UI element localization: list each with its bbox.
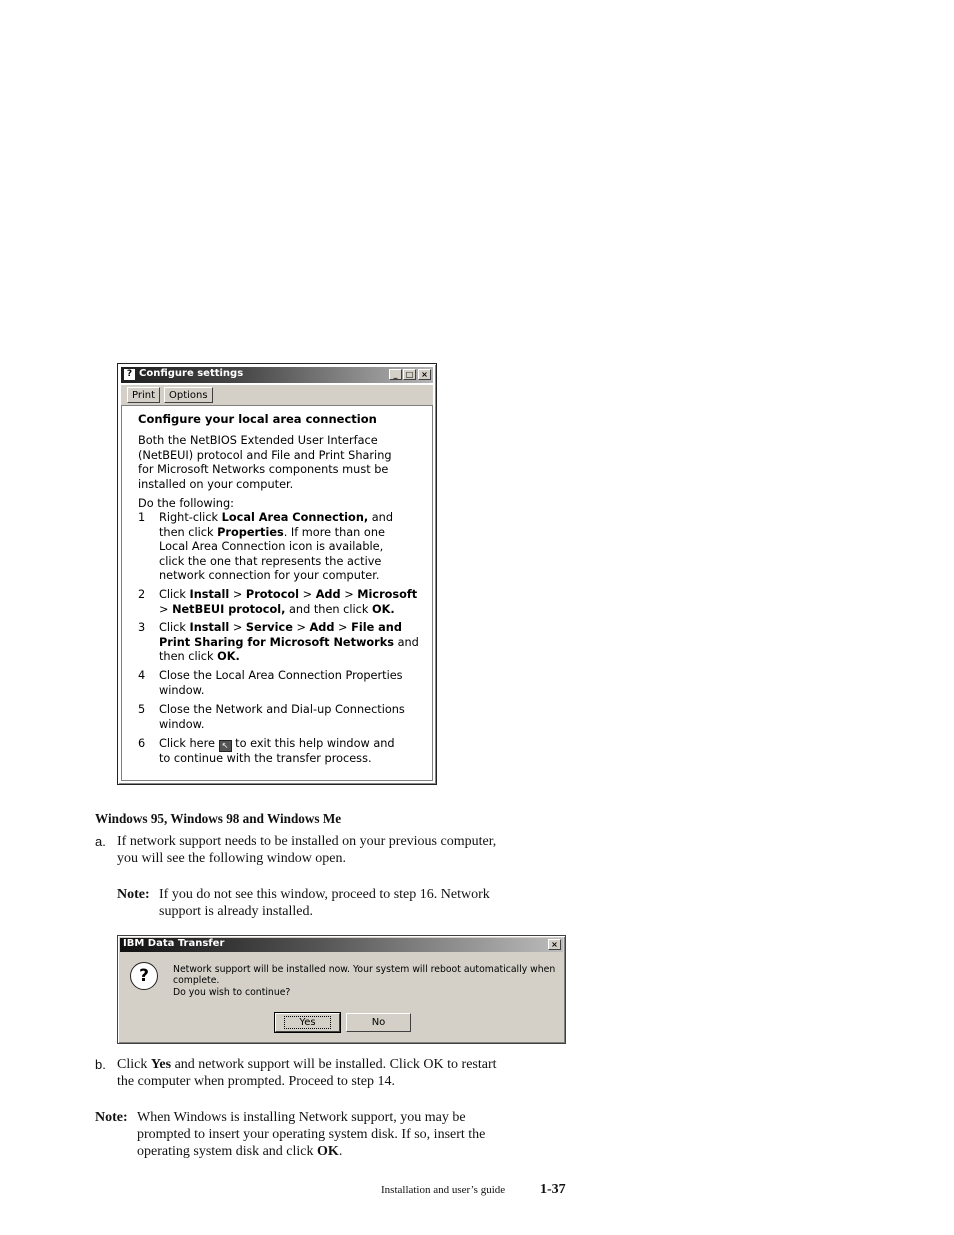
step-a-label: a. [95, 834, 106, 849]
text-line: If network support needs to be installed on your previous computer, [117, 834, 497, 849]
note-2-text [137, 1109, 485, 1160]
yes-button[interactable] [275, 1013, 340, 1032]
step-a-text [117, 833, 496, 867]
dialog-question: Do you wish to continue? [173, 987, 291, 998]
text-line: prompted to insert your operating system disk. If so, insert the [137, 1127, 486, 1142]
step-item [138, 737, 428, 767]
exit-help-icon[interactable]: ↖ [219, 740, 232, 752]
step-item [138, 703, 428, 732]
no-button[interactable]: No [346, 1013, 411, 1032]
intro-line: for Microsoft Networks components must be [138, 463, 389, 476]
close-button[interactable]: × [418, 369, 431, 380]
step-number: 2 [138, 588, 146, 601]
step-number: 5 [138, 703, 146, 716]
dialog-title: IBM Data Transfer [123, 938, 225, 949]
step-b-label: b. [95, 1057, 106, 1072]
intro-line: Both the NetBIOS Extended User Interface [138, 434, 378, 447]
step-item [138, 621, 428, 665]
section-title: Windows 95, Windows 98 and Windows Me [95, 811, 342, 826]
text-line: the computer when prompted. Proceed to step 14. [117, 1074, 395, 1089]
question-icon: ? [130, 962, 158, 990]
step-text: Click Install > Service > Add > File and Print Sharing for Microsoft Networks and then click OK. [159, 621, 419, 663]
window-title: Configure settings [139, 368, 244, 379]
step-b-text [117, 1056, 497, 1090]
step-item [138, 511, 428, 584]
configure-settings-window [117, 363, 437, 785]
dialog-message: Network support will be installed now. Your system will reboot automatically when complete. [173, 964, 556, 986]
step-text: Close the Local Area Connection Properties window. [159, 669, 403, 697]
intro-line: (NetBEUI) protocol and File and Print Sharing [138, 448, 392, 462]
close-button[interactable]: × [548, 939, 561, 950]
footer-text: Installation and user’s guide [381, 1184, 506, 1196]
text-line: you will see the following window open. [117, 851, 347, 866]
do-following-label: Do the following: [138, 497, 234, 510]
step-text: Close the Network and Dial-up Connections window. [159, 703, 405, 731]
intro-line: installed on your computer. [138, 477, 294, 491]
note-2-label: Note: [95, 1110, 128, 1125]
step-number: 3 [138, 621, 146, 634]
options-button[interactable]: Options [164, 387, 213, 403]
step-text: Click here ↖ to exit this help window and to continue with the transfer process. [159, 737, 395, 765]
title-bar[interactable] [121, 367, 433, 383]
step-item [138, 588, 428, 617]
step-text: Click Install > Protocol > Add > Microsoft > NetBEUI protocol, and then click OK. [159, 588, 418, 616]
note-1-label: Note: [117, 887, 150, 902]
step-item [138, 669, 428, 698]
step-number: 1 [138, 511, 146, 524]
minimize-button[interactable]: _ [389, 369, 402, 380]
text-line: operating system disk and click OK. [137, 1144, 343, 1159]
yes-label: Yes [284, 1016, 330, 1029]
maximize-button[interactable]: □ [403, 369, 416, 380]
text-line: support is already installed. [159, 904, 313, 919]
page-number: 1-37 [540, 1182, 566, 1197]
note-1-text [159, 886, 490, 920]
text-line: Click Yes and network support will be installed. Click OK to restart [117, 1057, 497, 1072]
dialog-title-bar[interactable] [120, 938, 563, 952]
toolbar [121, 385, 433, 406]
help-icon: ? [124, 369, 135, 380]
print-button[interactable]: Print [127, 387, 160, 403]
text-line: If you do not see this window, proceed to step 16. Network [159, 887, 490, 902]
step-text: Right-click Local Area Connection, and then click Properties. If more than one Local Area Connection icon is available, click the one that represents the active network connection for your computer. [159, 511, 394, 582]
help-content [121, 406, 433, 781]
intro-paragraph [138, 434, 414, 492]
content-heading: Configure your local area connection [138, 412, 377, 426]
ibm-data-transfer-dialog [117, 935, 566, 1044]
step-number: 6 [138, 737, 146, 750]
text-line: When Windows is installing Network support, you may be [137, 1110, 466, 1125]
step-number: 4 [138, 669, 146, 682]
